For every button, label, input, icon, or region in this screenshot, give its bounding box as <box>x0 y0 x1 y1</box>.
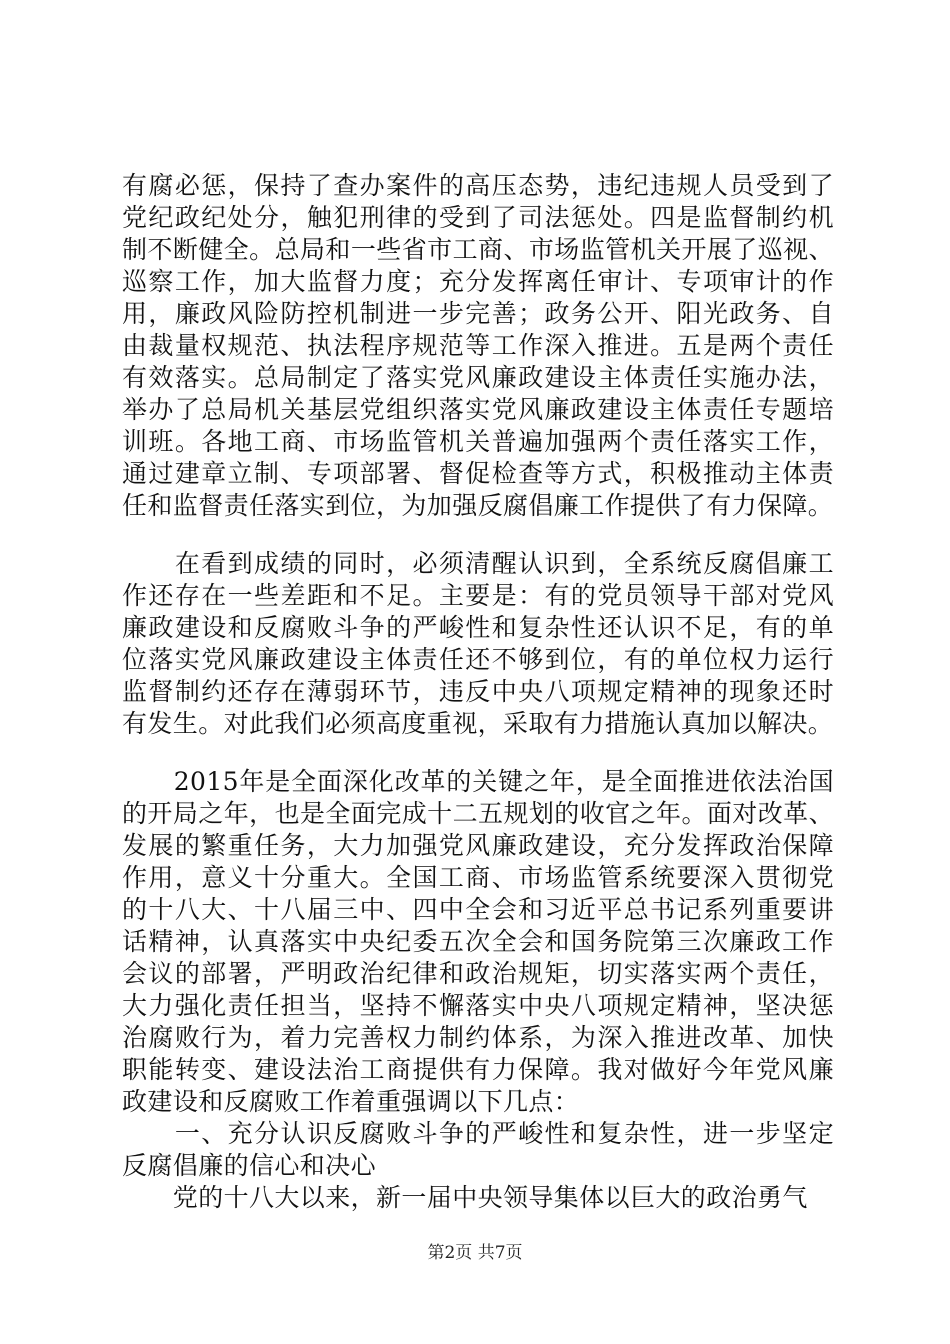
text-line: 训班。各地工商、市场监管机关普遍加强两个责任落实工作， <box>122 427 834 456</box>
text-line: 大力强化责任担当，坚持不懈落实中央八项规定精神，坚决惩 <box>122 991 834 1020</box>
text-line: 会议的部署，严明政治纪律和政治规矩，切实落实两个责任， <box>122 959 834 988</box>
text-line: 在看到成绩的同时，必须清醒认识到，全系统反腐倡廉工 <box>122 549 834 578</box>
text-line: 有效落实。总局制定了落实党风廉政建设主体责任实施办法， <box>122 363 834 392</box>
text-line: 监督制约还存在薄弱环节，违反中央八项规定精神的现象还时 <box>122 677 834 706</box>
section-heading-1 <box>122 1118 834 1182</box>
text-line: 巡察工作，加大监督力度；充分发挥离任审计、专项审计的作 <box>122 267 834 296</box>
page-number-footer: 第2页 共7页 <box>427 1243 523 1263</box>
text-line: 由裁量权规范、执法程序规范等工作深入推进。五是两个责任 <box>122 331 834 360</box>
paragraph-gap <box>122 522 834 548</box>
text-line: 2015年是全面深化改革的关键之年，是全面推进依法治国 <box>122 767 834 796</box>
text-line: 通过建章立制、专项部署、督促检查等方式，积极推动主体责 <box>122 459 834 488</box>
heading-line: 一、充分认识反腐败斗争的严峻性和复杂性，进一步坚定 <box>122 1119 834 1148</box>
paragraph-3 <box>122 766 834 1118</box>
text-line: 政建设和反腐败工作着重强调以下几点： <box>122 1087 580 1116</box>
text-line: 的十八大、十八届三中、四中全会和习近平总书记系列重要讲 <box>122 895 834 924</box>
text-line: 话精神，认真落实中央纪委五次全会和国务院第三次廉政工作 <box>122 927 834 956</box>
text-line: 作还存在一些差距和不足。主要是：有的党员领导干部对党风 <box>122 581 834 610</box>
heading-line: 反腐倡廉的信心和决心 <box>122 1151 377 1180</box>
text-line: 有腐必惩，保持了查办案件的高压态势，违纪违规人员受到了 <box>122 171 834 200</box>
text-line: 用，廉政风险防控机制进一步完善；政务公开、阳光政务、自 <box>122 299 834 328</box>
text-line: 发展的繁重任务，大力加强党风廉政建设，充分发挥政治保障 <box>122 831 834 860</box>
paragraph-1 <box>122 170 834 522</box>
text-line: 位落实党风廉政建设主体责任还不够到位，有的单位权力运行 <box>122 645 834 674</box>
text-line: 任和监督责任落实到位，为加强反腐倡廉工作提供了有力保障。 <box>122 491 834 520</box>
text-line: 职能转变、建设法治工商提供有力保障。我对做好今年党风廉 <box>122 1055 834 1084</box>
text-line: 制不断健全。总局和一些省市工商、市场监管机关开展了巡视、 <box>122 235 834 264</box>
text-line: 党的十八大以来，新一届中央领导集体以巨大的政治勇气 <box>122 1183 808 1212</box>
paragraph-gap <box>122 740 834 766</box>
text-line: 有发生。对此我们必须高度重视，采取有力措施认真加以解决。 <box>122 709 834 738</box>
text-line: 举办了总局机关基层党组织落实党风廉政建设主体责任专题培 <box>122 395 834 424</box>
text-line: 作用，意义十分重大。全国工商、市场监管系统要深入贯彻党 <box>122 863 834 892</box>
paragraph-2 <box>122 548 834 740</box>
text-line: 的开局之年，也是全面完成十二五规划的收官之年。面对改革、 <box>122 799 834 828</box>
paragraph-5 <box>122 1182 834 1214</box>
text-line: 治腐败行为，着力完善权力制约体系，为深入推进改革、加快 <box>122 1023 834 1052</box>
text-line: 党纪政纪处分，触犯刑律的受到了司法惩处。四是监督制约机 <box>122 203 834 232</box>
text-line: 廉政建设和反腐败斗争的严峻性和复杂性还认识不足，有的单 <box>122 613 834 642</box>
document-body <box>122 170 834 1214</box>
